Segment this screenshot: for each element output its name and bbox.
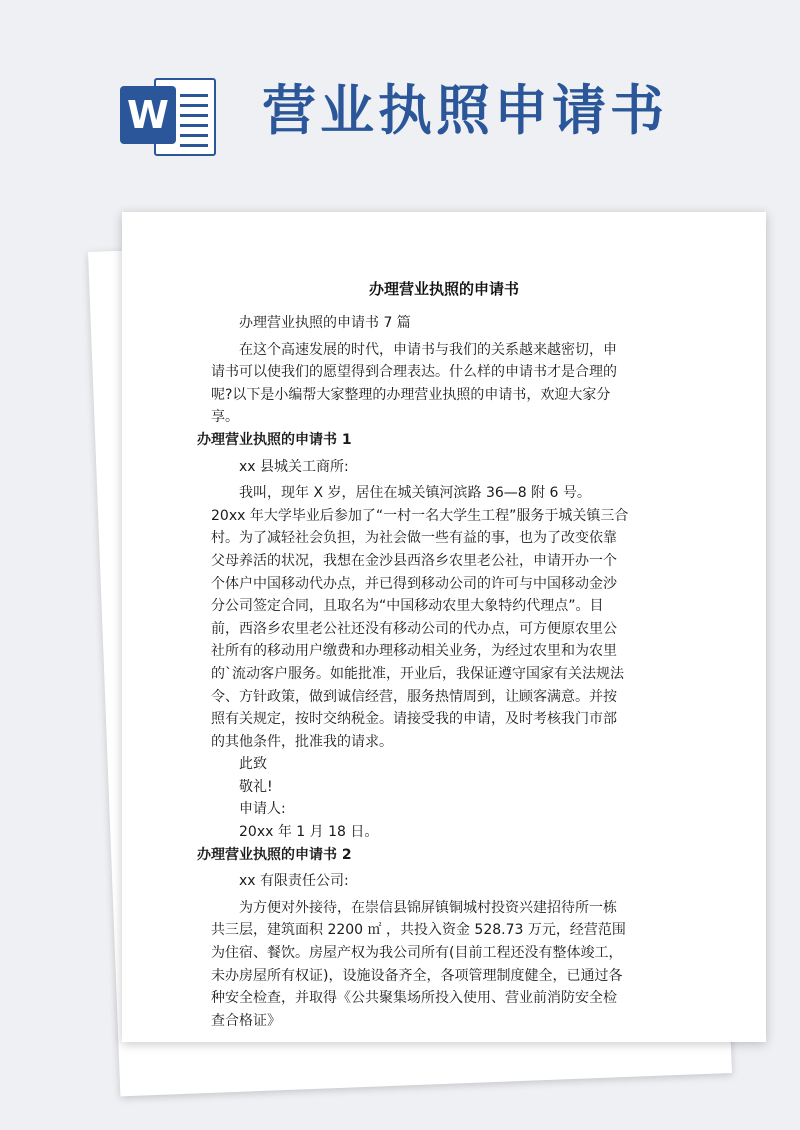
logo-line: [180, 144, 208, 147]
document-page: [122, 212, 766, 1042]
subtitle-line: 办理营业执照的申请书 7 篇: [239, 315, 411, 331]
logo-line: [180, 124, 208, 127]
applicant-line: 申请人:: [239, 801, 286, 818]
document-body: [197, 312, 629, 1032]
addressee-2: xx 有限责任公司:: [239, 873, 349, 890]
word-document-icon: [120, 72, 220, 158]
body-paragraph-2: 为方便对外接待，在崇信县锦屏镇铜城村投资兴建招待所一栋共三层，建筑面积 2200 ㎡ ，共投入资金 528.73 万元，经营范围为住宿、餐饮。房屋产权为我公司所有(目前工程还没有整体竣工，未办房屋所有权证)，设施设备齐全，各项管理制度健全，已通过各种安全检查，并取得《公共聚集场所投入使用、营业前消防安全检查合格证》: [211, 899, 626, 1029]
logo-line: [180, 104, 208, 107]
logo-letter: W: [120, 86, 176, 144]
logo-line: [180, 94, 208, 97]
addressee-1: xx 县城关工商所:: [239, 458, 349, 475]
banner-header: [0, 0, 800, 190]
document-title: 办理营业执照的申请书: [368, 280, 519, 298]
closing-cizhi: 此致: [239, 756, 267, 773]
logo-line: [180, 114, 208, 117]
section-heading-2: 办理营业执照的申请书 2: [197, 846, 352, 863]
banner-title: 营业执照申请书: [262, 79, 668, 142]
intro-paragraph: 在这个高速发展的时代，申请书与我们的关系越来越密切，申请书可以使我们的愿望得到合理表达。什么样的申请书才是合理的呢?以下是小编帮大家整理的办理营业执照的申请书，欢迎大家分享。: [211, 341, 617, 426]
closing-jingli: 敬礼!: [239, 778, 273, 795]
logo-line: [180, 134, 208, 137]
body-paragraph-1: 我叫，现年 X 岁，居住在城关镇河滨路 36—8 附 6 号。 20xx 年大学毕业后参加了“一村一名大学生工程”服务于城关镇三合村。为了减轻社会负担，为社会做一些有益的事，也为了改变依靠父母养活的状况，我想在金沙县西洛乡农里老公社，申请开办一个个体户中国移动代办点，并已得到移动公司的许可与中国移动金沙分公司签定合同，且取名为“中国移动农里大象特约代理点”。目前，西洛乡农里老公社还没有移动公司的代办点，可方便原农里公社所有的移动用户缴费和办理移动相关业务，为经过农里和为农里的`流动客户服务。如能批准，开业后，我保证遵守国家有关法规法令、方针政策，做到诚信经营，服务热情周到，让顾客满意。并按照有关规定，按时交纳税金。请接受我的申请，及时考核我门市部的其他条件，批准我的请求。: [211, 485, 629, 750]
section-heading-1: 办理营业执照的申请书 1: [197, 431, 352, 448]
date-line: 20xx 年 1 月 18 日。: [239, 824, 379, 841]
